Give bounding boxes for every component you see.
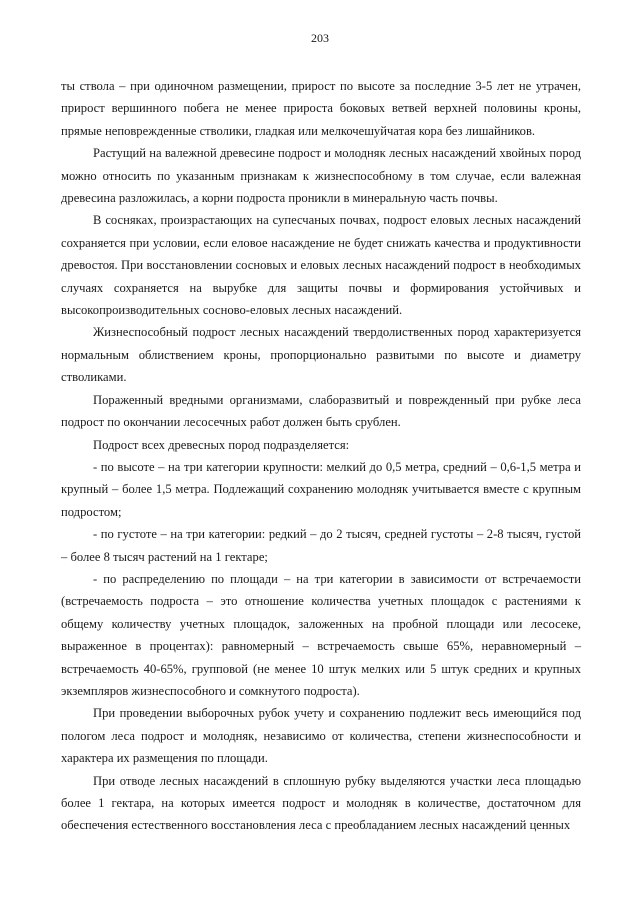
paragraph: В сосняках, произрастающих на супесчаных почвах, подрост еловых лесных насаждений сохраняется при условии, если еловое насаждение не будет снижать качества и продуктивности древостоя. При восстановлении сосновых и еловых лесных насаждений подрост в необходимых случаях сохраняется на вырубке для защиты почвы и формирования устойчивых и высокопроизводительных сосново-еловых лесных насаждений. [61,213,581,318]
paragraph-continuation: ты ствола – при одиночном размещении, прирост по высоте за последние 3-5 лет не утрачен, прирост вершинного побега не менее прироста боковых ветвей верхней половины кроны, прямые неповрежденные стволики, гладкая или мелкочешуйчатая кора без лишайников. [61,79,581,138]
paragraph: Пораженный вредными организмами, слаборазвитый и поврежденный при рубке леса подрост по окончании лесосечных работ должен быть срублен. [61,392,581,430]
paragraph: При отводе лесных насаждений в сплошную рубку выделяются участки леса площадью более 1 гектара, на которых имеется подрост и молодняк в количестве, достаточном для обеспечения естественного восстановления леса с преобладанием лесных насаждений ценных [61,773,581,833]
list-item-height: - по высоте – на три категории крупности: мелкий до 0,5 метра, средний – 0,6-1,5 метра и крупный – более 1,5 метра. Подлежащий сохранению молодняк учитывается вместе с крупным подростом; [61,459,581,519]
paragraph: Жизнеспособный подрост лесных насаждений твердолиственных пород характеризуется нормальным облиствением кроны, пропорционально развитыми по высоте и диаметру стволиками. [61,325,581,385]
paragraph: Растущий на валежной древесине подрост и молодняк лесных насаждений хвойных пород можно относить по указанным признакам к жизнеспособному в том случае, если валежная древесина разложилась, а корни подроста проникли в минеральную часть почвы. [61,146,581,206]
page-number: 203 [311,31,329,45]
paragraph: Подрост всех древесных пород подразделяется: [93,437,350,452]
list-item-density: - по густоте – на три категории: редкий – до 2 тысяч, средней густоты – 2-8 тысяч, густой – более 8 тысяч растений на 1 гектаре; [61,527,581,564]
body-text [61,75,581,837]
paragraph: При проведении выборочных рубок учету и сохранению подлежит весь имеющийся под пологом леса подрост и молодняк, независимо от количества, степени жизнеспособности и характера их размещения по площади. [61,706,581,766]
list-item-distribution: - по распределению по площади – на три категории в зависимости от встречаемости (встречаемость подроста – это отношение количества учетных площадок с растениями к общему количеству учетных площадок, заложенных на пробной площади или лесосеке, выраженное в процентах): равномерный – встречаемость свыше 65%, неравномерный – встречаемость 40-65%, групповой (не менее 10 штук мелких или 5 штук средних и крупных экземпляров жизнеспособного и сомкнутого подроста). [61,571,581,698]
